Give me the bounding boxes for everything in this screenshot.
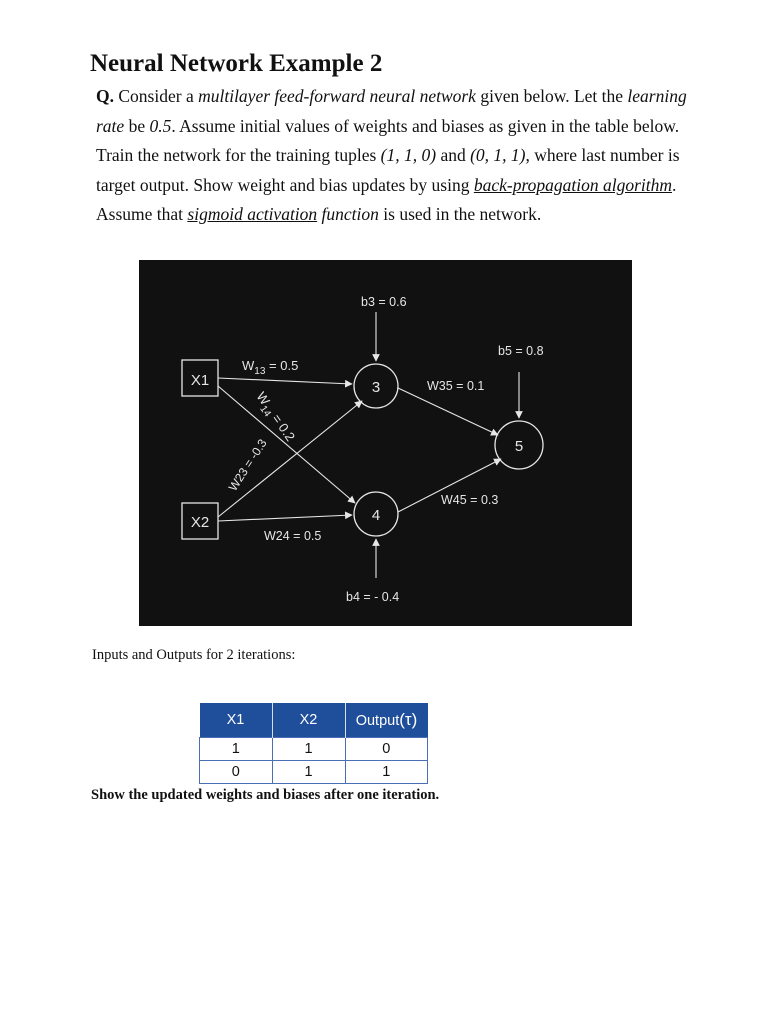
table-caption: Inputs and Outputs for 2 iterations: (92, 647, 296, 663)
question-segment: . Assume that (96, 174, 677, 224)
header-x2: X2 (272, 703, 345, 738)
page-title: Neural Network Example 2 (90, 50, 383, 77)
cell-x2: 1 (272, 761, 345, 784)
weight-label-w45: W45 = 0.3 (441, 493, 499, 507)
weight-w14-sub: 14 (257, 403, 273, 420)
question-segment: , where last number is target output. Show weight and bias updates by using (96, 145, 680, 195)
cell-output: 0 (345, 738, 428, 761)
table-row (200, 761, 428, 784)
node-4-label: 4 (371, 507, 381, 524)
table-row (200, 738, 428, 761)
edge-x2-to-3 (218, 401, 362, 517)
question-term-rate-value: 0.5 (149, 115, 172, 136)
question-tuple-2: (0, 1, 1) (470, 145, 526, 165)
weight-label-w35: W35 = 0.1 (427, 379, 485, 393)
cell-x2: 1 (272, 738, 345, 761)
cell-x1: 1 (200, 738, 273, 761)
weight-w13-main: W (242, 358, 255, 373)
weight-w14-value: = 0.2 (266, 408, 299, 444)
header-output-tau: (τ) (399, 710, 418, 729)
question-term-sigmoid: sigmoid activation (187, 204, 318, 224)
io-table-header-row (200, 703, 428, 738)
edge-x2-to-4 (218, 515, 352, 521)
node-3-label: 3 (371, 379, 381, 396)
question-segment: Consider a (114, 86, 199, 106)
input-label-x2: X2 (190, 514, 210, 531)
weight-w13-sub: 13 (254, 366, 266, 377)
network-diagram-svg (139, 260, 632, 626)
question-segment: given below. Let the (475, 86, 628, 106)
bias-label-b5: b5 = 0.8 (498, 344, 544, 358)
footer-instruction: Show the updated weights and biases after one iteration. (91, 787, 440, 803)
question-segment: be (124, 115, 150, 136)
weight-w14-main: W (253, 389, 273, 408)
input-label-x1: X1 (190, 372, 210, 389)
weight-w13-value: = 0.5 (265, 358, 299, 373)
question-segment: is used in the network. (378, 204, 542, 224)
weight-label-w24: W24 = 0.5 (264, 529, 322, 543)
question-segment: and (436, 145, 471, 165)
question-term-function: function (317, 204, 379, 224)
io-table (199, 703, 428, 784)
bias-label-b3: b3 = 0.6 (361, 295, 407, 309)
edge-3-to-5 (398, 388, 498, 435)
question-term-backprop: back-propagation algorithm (473, 174, 673, 195)
io-table-wrapper (199, 703, 428, 784)
edge-x1-to-3 (218, 378, 352, 384)
weight-label-w23: W23 = -0.3 (225, 436, 270, 494)
weight-label-w13 (242, 358, 298, 377)
question-label: Q. (96, 86, 114, 106)
question-segment: . Assume initial values of weights and biases as given in the table below. Train the network for the training tuples (96, 115, 680, 165)
cell-x1: 0 (200, 761, 273, 784)
question-term-learning-rate: learning rate (96, 86, 687, 136)
question-text (96, 82, 696, 230)
cell-output: 1 (345, 761, 428, 784)
header-x1: X1 (200, 703, 273, 738)
bias-label-b4: b4 = - 0.4 (346, 590, 400, 604)
question-tuple-1: (1, 1, 0) (380, 145, 437, 165)
node-5-label: 5 (514, 438, 524, 455)
network-diagram (139, 260, 632, 626)
header-output-label: Output (355, 713, 400, 729)
question-term-network: multilayer feed-forward neural network (198, 86, 476, 106)
header-output (345, 703, 428, 738)
